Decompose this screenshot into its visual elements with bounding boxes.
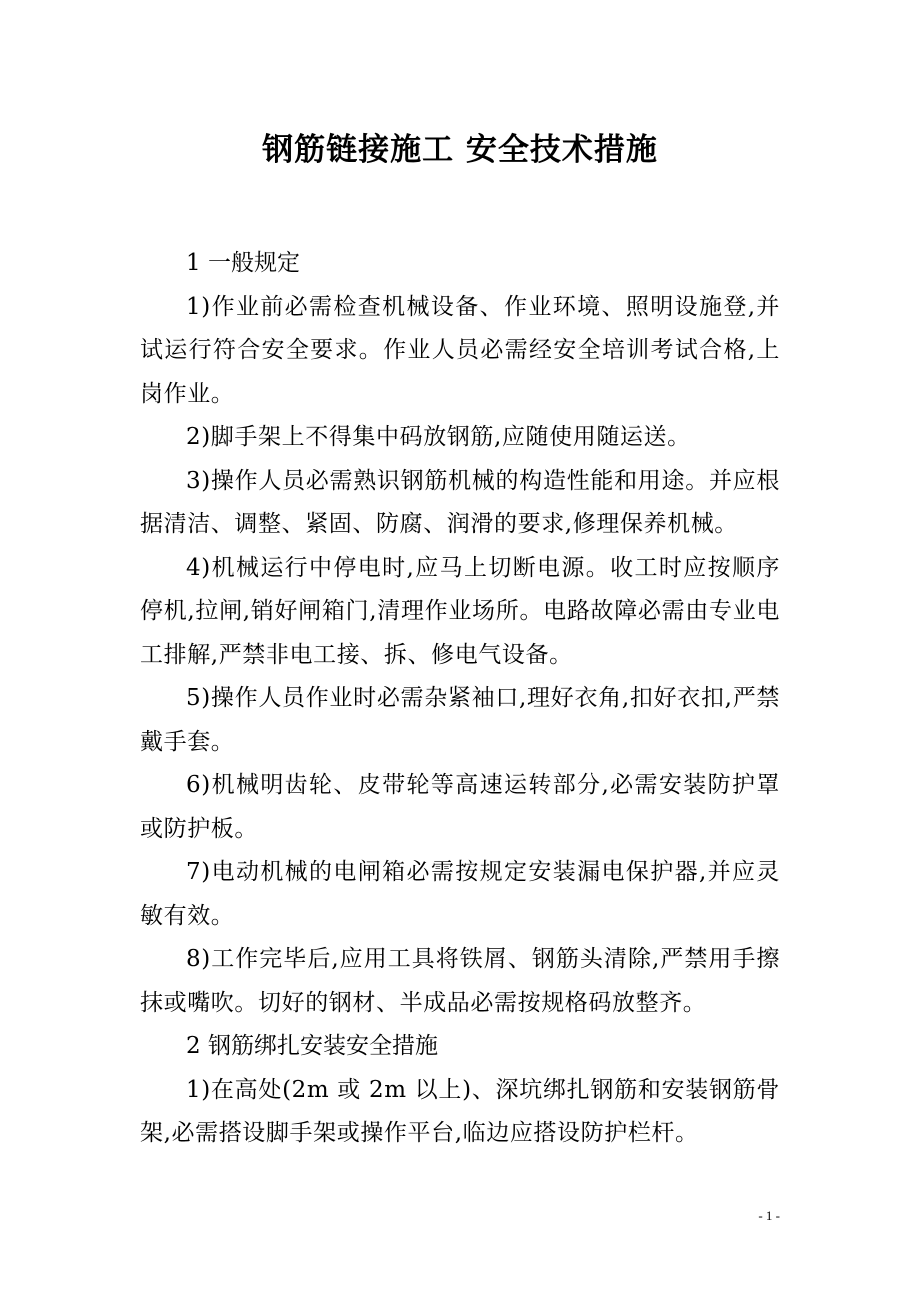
rule-item-4: 4)机械运行中停电时,应马上切断电源。收工时应按顺序停机,拉闸,销好闸箱门,清理作业场所。电路故障必需由专业电工排解,严禁非电工接、拆、修电气设备。 xyxy=(140,554,780,668)
document-body xyxy=(140,242,780,1156)
rule-item-2: 2)脚手架上不得集中码放钢筋,应随使用随运送。 xyxy=(186,424,691,450)
binding-item-1: 1)在高处(2m 或 2m 以上)、深坑绑扎钢筋和安装钢筋骨架,必需搭设脚手架或操作平台,临边应搭设防护栏杆。 xyxy=(140,1076,780,1146)
document-title: 钢筋链接施工 安全技术措施 xyxy=(262,132,658,168)
section-heading-rebar-binding: 2 钢筋绑扎安装安全措施 xyxy=(186,1033,438,1059)
section-heading-general-rules: 1 一般规定 xyxy=(186,250,300,276)
page-number: - 1 - xyxy=(758,1208,780,1223)
rule-item-8: 8)工作完毕后,应用工具将铁屑、钢筋头清除,严禁用手擦抹或嘴吹。切好的钢材、半成品必需按规格码放整齐。 xyxy=(140,946,780,1016)
rule-item-5: 5)操作人员作业时必需杂紧袖口,理好衣角,扣好衣扣,严禁戴手套。 xyxy=(140,685,780,755)
rule-item-1: 1)作业前必需检查机械设备、作业环境、照明设施登,并试运行符合安全要求。作业人员必需经安全培训考试合格,上岗作业。 xyxy=(140,293,780,407)
rule-item-6: 6)机械明齿轮、皮带轮等高速运转部分,必需安装防护罩或防护板。 xyxy=(140,772,780,842)
rule-item-3: 3)操作人员必需熟识钢筋机械的构造性能和用途。并应根据清洁、调整、紧固、防腐、润滑的要求,修理保养机械。 xyxy=(140,467,780,537)
rule-item-7: 7)电动机械的电闸箱必需按规定安装漏电保护器,并应灵敏有效。 xyxy=(140,859,780,929)
